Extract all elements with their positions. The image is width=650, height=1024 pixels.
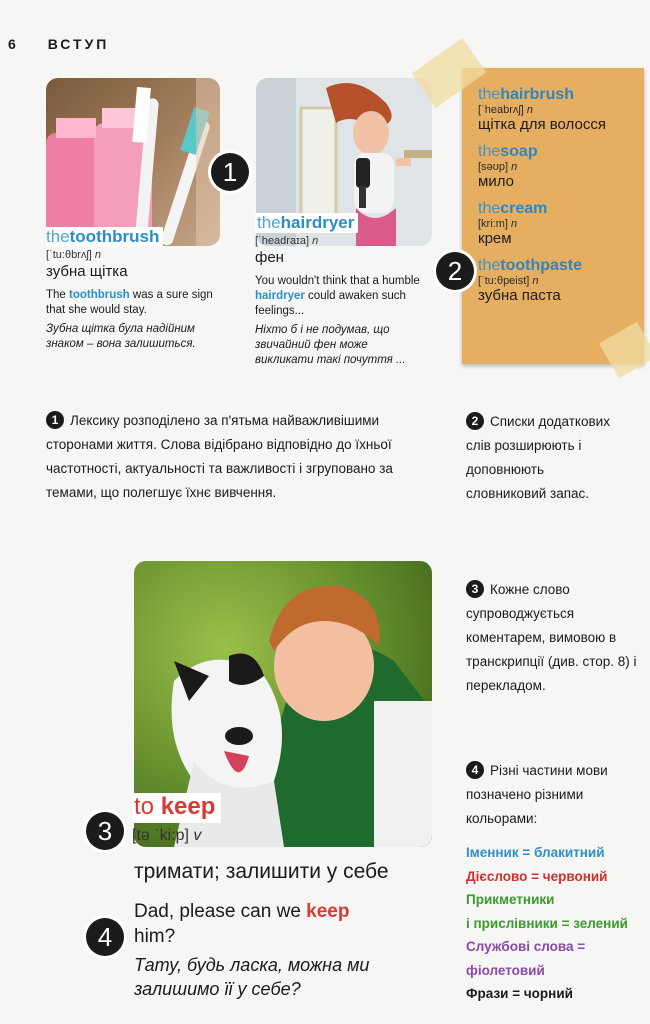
entry-example xyxy=(46,288,216,318)
note-1-text: Лексику розподілено за п'ятьма найважливішими сторонами життя. Слова відібрано відповідно до їхньої частотності, актуальності та важливості і згруповано за темами, що полегшує їхнє вивчення. xyxy=(46,413,393,500)
keep-translation: тримати; залишити у себе xyxy=(134,860,389,883)
example-part: was a sure sign that she would stay. xyxy=(46,289,213,316)
card-pron: [ˈtu:θpeist] xyxy=(478,275,530,287)
card-word: toothpaste xyxy=(500,257,583,274)
page-number: 6 xyxy=(8,36,19,52)
entry-example xyxy=(255,274,435,319)
extra-words-card xyxy=(462,68,644,364)
entry-article: the xyxy=(257,213,281,232)
note-4 xyxy=(466,759,636,831)
legend-item: Фрази = чорний xyxy=(466,986,573,1001)
entry-headword xyxy=(46,227,163,247)
entry-translation: фен xyxy=(255,249,284,266)
example-part: The xyxy=(46,289,70,301)
note-3-marker: 3 xyxy=(466,580,484,598)
entry-pronunciation xyxy=(46,249,226,261)
note-4-marker: 4 xyxy=(466,761,484,779)
entry-word: toothbrush xyxy=(69,227,160,246)
keep-headword xyxy=(132,793,221,823)
marker-4: 4 xyxy=(86,918,124,956)
pron-text: [ˈtu:θbrʌʃ] xyxy=(46,249,92,261)
card-pos: n xyxy=(532,275,539,287)
entry-translation: зубна щітка xyxy=(46,263,128,280)
card-pron: [ˈheabrʌʃ] xyxy=(478,104,524,116)
keep-word: keep xyxy=(160,793,216,820)
card-entry xyxy=(478,200,644,247)
keep-entry xyxy=(132,793,221,845)
example-keyword: hairdryer xyxy=(255,290,305,302)
entry-example-translation: Ніхто б і не подумав, що звичайний фен може викликати такі почуття ... xyxy=(255,324,406,366)
note-2-marker: 2 xyxy=(466,412,484,430)
keep-example-block xyxy=(134,899,394,1001)
keep-example-part: Dad, please can we xyxy=(134,901,307,922)
entry-word: hairdryer xyxy=(280,213,355,232)
legend-item: Прикметники xyxy=(466,892,555,907)
keep-example-keyword: keep xyxy=(306,901,350,922)
card-translation: зубна паста xyxy=(478,287,561,304)
legend-item: Службові слова = xyxy=(466,939,586,954)
pos-tag: n xyxy=(94,249,102,261)
card-pos: n xyxy=(511,218,518,230)
card-entry xyxy=(478,86,644,133)
pos-tag: n xyxy=(312,235,319,247)
note-2 xyxy=(466,410,626,506)
note-2-text: Списки додаткових слів розширюють і доповнюють словниковий запас. xyxy=(466,414,610,501)
card-article: the xyxy=(478,143,501,160)
keep-pos: v xyxy=(193,827,202,844)
card-word: hairbrush xyxy=(500,86,575,103)
section-title: ВСТУП xyxy=(47,36,110,52)
card-entry xyxy=(478,257,644,304)
pron-text: [ˈheadraɪa] xyxy=(255,235,310,247)
note-3 xyxy=(466,578,646,698)
legend-item: і прислівники = зелений xyxy=(466,915,628,931)
page-header xyxy=(8,36,109,52)
marker-1: 1 xyxy=(211,153,249,191)
entry-hairdryer xyxy=(255,213,440,368)
card-article: the xyxy=(478,86,501,103)
card-pos: n xyxy=(511,161,518,173)
card-word: cream xyxy=(500,200,548,217)
card-word: soap xyxy=(500,143,538,160)
legend-item: фіолетовий xyxy=(466,962,545,978)
example-part: You wouldn't think that a humble xyxy=(255,275,420,287)
keep-pron-text: [tə ˈki:p] xyxy=(132,827,189,844)
example-keyword: toothbrush xyxy=(69,289,130,301)
note-1 xyxy=(46,409,406,505)
card-translation: мило xyxy=(478,173,514,190)
card-pron: [səʊp] xyxy=(478,161,509,173)
keep-article: to xyxy=(134,793,155,820)
keep-example-translation: Тату, будь ласка, можна ми залишимо її у себе? xyxy=(134,955,370,999)
marker-3: 3 xyxy=(86,812,124,850)
entry-toothbrush xyxy=(46,227,226,352)
note-3-text: Кожне слово супроводжується коментарем, вимовою в транскрипції (див. стор. 8) і перекладом. xyxy=(466,582,637,693)
card-article: the xyxy=(478,200,501,217)
card-pron: [kri:m] xyxy=(478,218,508,230)
card-article: the xyxy=(478,257,501,274)
note-1-marker: 1 xyxy=(46,411,64,429)
legend-item: Іменник = блакитний xyxy=(466,845,605,860)
keep-example-part: him? xyxy=(134,926,176,947)
entry-example-translation: Зубна щітка була надійним знаком – вона залишиться. xyxy=(46,323,196,350)
toothbrush-photo xyxy=(46,78,220,246)
entry-article: the xyxy=(46,227,70,246)
marker-2: 2 xyxy=(436,252,474,290)
card-pos: n xyxy=(526,104,534,116)
card-translation: крем xyxy=(478,230,512,247)
card-translation: щітка для волосся xyxy=(478,116,606,133)
keep-pronunciation xyxy=(132,827,221,845)
entry-pronunciation xyxy=(255,235,440,247)
keep-example xyxy=(134,899,394,949)
color-legend xyxy=(466,841,646,1006)
example-part: could awaken such feelings... xyxy=(255,290,406,317)
entry-headword xyxy=(255,213,358,233)
card-entry xyxy=(478,143,644,190)
legend-item: Дієслово = червоний xyxy=(466,868,608,884)
note-4-text: Різні частини мови позначено різними кольорами: xyxy=(466,763,608,826)
